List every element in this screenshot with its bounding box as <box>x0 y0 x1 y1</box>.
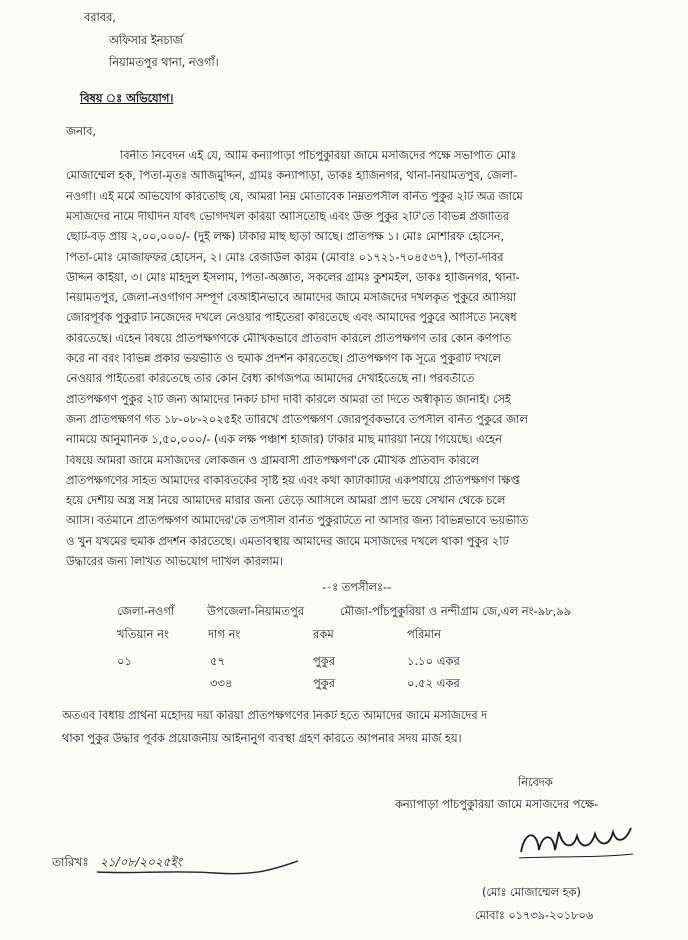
body-line: মসজিদের নামে দীর্ঘদিন যাবৎ ভোগদখল করিয়া আসিতেছি এবং উক্ত পুকুর ২টি'তে বিভিন্ন প্রজাতির <box>66 210 510 223</box>
signoff-label: নিবেদক <box>518 776 553 789</box>
body-line: জোরপূর্বক পুকুরটি নিজেদের দখলে নেওয়ার পাইতেরা করিতেছে এবং আমাদের পুকুরে আর্সিতে নিষেধ <box>66 312 517 325</box>
row2-type: পুকুর <box>313 676 336 690</box>
signoff-org: কন্যাপাড়া পাঁচপুকুরিয়া জামে মসজিদের পক্ষে- <box>395 799 599 811</box>
body-line: হয়ে দেশীয় অস্ত্র সস্ত্র নিয়ে আমাদের মারার জন্য তেঁড়ে আসিলে আমরা প্রাণ ভয়ে সেখান থেকে চলে <box>66 495 506 508</box>
row1-amount: ১.১০ একর <box>407 654 460 668</box>
salutation: জনাব, <box>66 125 97 138</box>
col-amount: পরিমান <box>407 627 442 641</box>
prayer-line-2: থাকা পুকুর উদ্ধার পূর্বক প্রয়োজনীয় আইনানুগ ব্যবস্থা গ্রহণ করিতে আপনার সদয় মর্জি হয়। <box>62 733 462 745</box>
body-line: বিনীত নিবেদন এই যে, আমি কন্যাপাড়া পাঁচপুকুরিয়া জামে মসজিদের পক্ষে সভাপতি মোঃ <box>120 150 517 162</box>
body-line: উদ্ধারের জন্য লিখিত অভিযোগ দাখিল করিলাম। <box>66 556 283 568</box>
signer-mobile: মোবাঃ ০১৭৩৯-২০১৮০৬ <box>475 909 594 922</box>
body-line: নিয়ামতপুর, জেলা-নওগাঁগণ সম্পূর্ণ বেআইনিভাবে আমাদের জামে মসজিদের দখলকৃত পুকুরে আসিয়া <box>66 292 517 305</box>
prayer-line-1: অতএব বিধায় প্রার্থনা মহোদয় দয়া করিয়া প্রতিপক্ষগণের নিকট হতে আমাদের জামে মসজিদের দ <box>62 710 488 722</box>
body-line: করে না বরং বিভিন্ন প্রকার ভয়ভীতি ও হুমকি প্রদর্শন করিতেছে। প্রতিপক্ষগণ কি সূত্রে পুকুরটি দখলে <box>66 353 501 365</box>
body-line: পিতা-মোঃ মোজাফফর হোসেন, ২। মোঃ রেজাউল করিম (মোবাঃ ০১৭২১-৭০৪৫৩৭), পিতা-দবির <box>66 251 504 264</box>
col-dag: দাগ নং <box>208 627 241 641</box>
date-scribble <box>95 852 300 878</box>
body-line: প্রতিপক্ষগণের সহিত আমাদের বাকবিতর্কের সৃষ্টি হয় এবং কথা কাটাকাটির একপর্যায়ে প্রতিপক্ষগণ ক্ষিপ্ত <box>66 474 520 487</box>
row1-khatian: ০১ <box>117 654 132 668</box>
body-line: ছোট-বড় প্রায় ২,০০,০০০/- (দুই লক্ষ) টাকার মাছ ছাড়া আছে। প্রতিপক্ষ ১। মোঃ মোশারফ হোসেন, <box>66 231 505 244</box>
subject: বিষয় ঃ অভিযোগ। <box>80 92 174 105</box>
body-line: নেওয়ার পাইতেরা করিতেছে তার কোন বৈধ্য কাগজপত্র আমাদের দেখাইতেছে না। পরবর্তীতে <box>66 373 475 386</box>
body-line: বিষয়ে আমরা জামে মসজিদের লোকজন ও গ্রামবাসী প্রতিপক্ষগণ'কে মৌখিক প্রতিবাদ করিলে <box>66 454 479 467</box>
date-value: ২১/০৮/২০২৫ইং <box>100 855 182 869</box>
col-type: রকম <box>313 627 334 641</box>
to-label: বরাবর, <box>84 11 116 24</box>
row2-amount: ০.৫২ একর <box>407 676 460 690</box>
date-label: তারিখঃ <box>52 855 89 869</box>
body-line: জন্য প্রতিপক্ষগণ গত ১৮-০৮-২০২৫ইং তারিখে প্রতিপক্ষগণ জোরপূর্বকভাবে তপসীল বর্নিত পুকুরে জাল <box>66 413 528 426</box>
recipient-address: নিয়ামতপুর থানা, নওগাঁ। <box>109 56 219 69</box>
signer-name: (মোঃ মোজাম্মেল হক) <box>482 886 581 899</box>
body-line: আসি। বর্তমানে প্রতিপক্ষগণ আমাদের'কে তপসীল বর্নিত পুকুরটিতে না আসার জন্য বিভিন্নভাবে ভয়ভীতি <box>66 515 529 528</box>
body-line: প্রতিপক্ষগণ পুকুর ২টি জন্য আমাদের নিকট চাঁদা দাবী করিলে আমরা তা দিতে অস্বীকৃতি জানাই। সেই <box>66 393 511 406</box>
body-line: নামিয়ে আনুমানিক ১,৫০,০০০/- (এক লক্ষ পঞ্চাশ হাজার) টাকার মাছ মারিয়া নিয়ে গিয়েছে। এহেন <box>66 434 502 447</box>
col-khatian: খতিয়ান নং <box>117 627 169 641</box>
district: জেলা-নওগাঁ <box>117 604 175 618</box>
row1-type: পুকুর <box>313 654 336 668</box>
schedule-heading: --ঃ তপসীলঃ-- <box>322 581 392 594</box>
body-line: করিতেছে। এহেন বিষয়ে প্রতিপক্ষগণকে মৌখিকভাবে প্রতিবাদ করিলে প্রতিপক্ষগণ তার কোন কর্ণপাত <box>66 332 512 345</box>
body-line: ও খুন যখমের হুমকি প্রদর্শন করিতেছে। এমতাবস্থায় আমাদের জামে মসজিদের দখলে থাকা পুকুর ২টি <box>66 535 509 548</box>
body-line: উদ্দিন কাইয়া, ৩। মোঃ মহিদুল ইসলাম, পিতা-অজ্ঞাত, সকলের গ্রামঃ কুশমইল, ডাকঃ হাজিনগর, থানা- <box>66 271 520 284</box>
body-line: মোজাম্মেল হক, পিতা-মৃতঃ আজিমুদ্দিন, গ্রামঃ কন্যাপাড়া, ডাকঃ হাজিনগর, থানা-নিয়ামতপুর, জেলা- <box>66 170 518 183</box>
upazila: উপজেলা-নিয়ামতপুর <box>207 604 305 618</box>
body-line: নওগাঁ। এই মর্মে অভিযোগ করিতেছি যে, আমরা নিম্ন মোতাবেক নিম্নতপসীল বর্নিত পুকুর ২টি অত্র জামে <box>66 190 523 203</box>
mouza: মৌজা-পাঁচপুকুরিয়া ও নন্দীগ্রাম জে,এল নং-৯৮,৯৯ <box>340 604 572 618</box>
signature <box>515 820 635 868</box>
recipient: অফিসার ইনচার্জ <box>109 34 183 47</box>
row2-dag: ৩৩৪ <box>210 676 233 690</box>
row1-dag: ৫৭ <box>210 654 225 668</box>
